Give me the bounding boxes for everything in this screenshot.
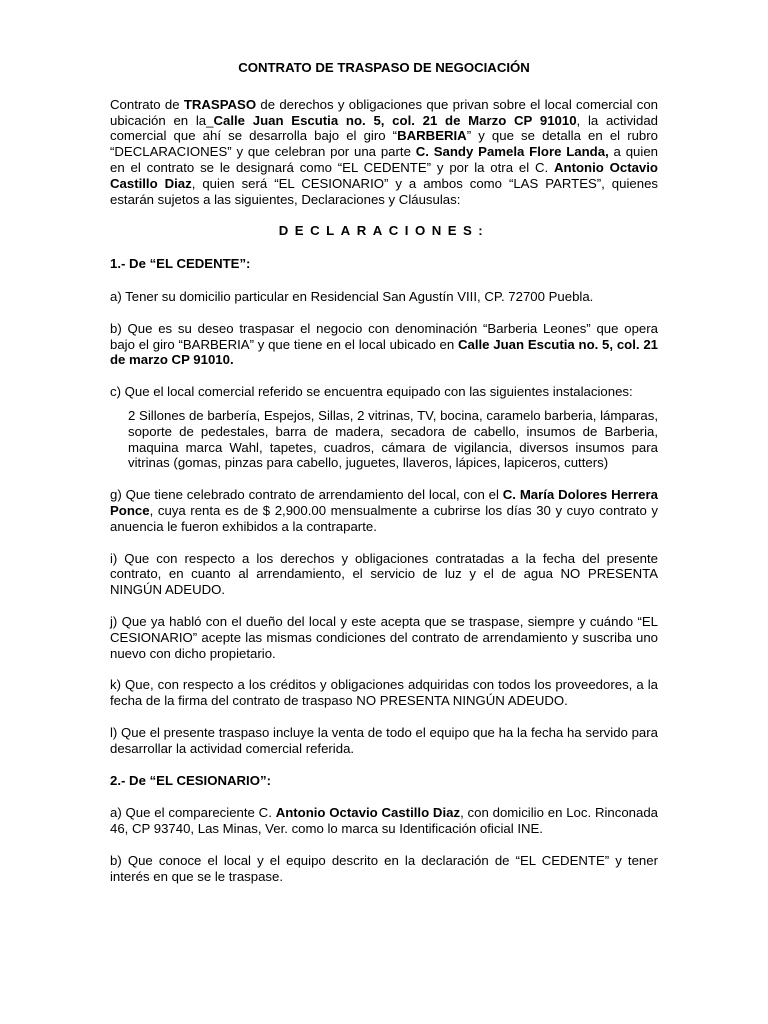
cedente-item-j: j) Que ya habló con el dueño del local y este acepta que se traspase, siempre y cuándo “EL CESIONARIO” acepte las mismas condiciones del contrato de arrendamiento y suscriba uno nuevo con dicho propietario. xyxy=(110,613,658,661)
cedente-item-g-text-1: g) Que tiene celebrado contrato de arrendamiento del local, con el xyxy=(110,487,503,503)
cedente-item-b xyxy=(110,321,658,368)
cesionario-heading: 2.- De “EL CESIONARIO”: xyxy=(110,772,271,788)
intro-text-6: , quien será “EL CESIONARIO” y a ambos como “LAS PARTES”, quienes estarán sujetos a las siguientes, Declaraciones y Cláusulas: xyxy=(110,175,658,207)
document-title: CONTRATO DE TRASPASO DE NEGOCIACIÓN xyxy=(238,60,530,75)
intro-text-2: de derechos y obligaciones que privan sobre el local comercial con ubicación en la_ xyxy=(110,96,658,128)
intro-bold-cesionario-name: Antonio Octavio Castillo Diaz xyxy=(110,159,658,191)
cedente-item-g xyxy=(110,487,658,534)
cedente-item-b-address: Calle Juan Escutia no. 5, col. 21 de marzo CP 91010. xyxy=(110,336,658,368)
intro-text-4: ” y que se detalla en el rubro “DECLARACIONES” y que celebran por una parte xyxy=(110,128,658,160)
intro-text-5: a quien en el contrato se le designará como “EL CEDENTE” y por la otra el C. xyxy=(110,144,658,175)
intro-bold-cedente-name: C. Sandy Pamela Flore Landa, xyxy=(415,144,609,160)
intro-bold-traspaso: TRASPASO xyxy=(183,96,257,112)
cedente-item-b-text: b) Que es su deseo traspasar el negocio con denominación “Barberia Leones” que opera bajo el giro “BARBERIA” y que tiene en el local ubicado en xyxy=(110,320,658,352)
cesionario-item-a-text-1: a) Que el compareciente C. xyxy=(110,805,276,821)
cedente-equipment-list: 2 Sillones de barbería, Espejos, Sillas, 2 vitrinas, TV, bocina, caramelo barberia, lámparas, soporte de pedestales, barra de madera, secadora de cabello, insumos de Barberia, maquina marca Wahl, tapetes, cuadros, cámara de vigilancia, diversos insumos para vitrinas (gomas, pinzas para cabello, juguetes, llaveros, lápices, lapiceros, cutters) xyxy=(128,407,658,471)
cesionario-item-a-text-2: , con domicilio en Loc. Rinconada 46, CP 93740, Las Minas, Ver. como lo marca su Identificación oficial INE. xyxy=(110,805,659,837)
cedente-heading: 1.- De “EL CEDENTE”: xyxy=(110,256,251,272)
cesionario-item-b: b) Que conoce el local y el equipo descrito en la declaración de “EL CEDENTE” y tener interés en que se le traspase. xyxy=(110,852,658,884)
cedente-item-l: l) Que el presente traspaso incluye la venta de todo el equipo que ha la fecha ha servido para desarrollar la actividad comercial referida. xyxy=(110,724,658,756)
intro-bold-giro: BARBERIA xyxy=(397,128,467,144)
cedente-item-a: a) Tener su domicilio particular en Residencial San Agustín VIII, CP. 72700 Puebla. xyxy=(110,288,594,304)
cedente-item-i: i) Que con respecto a los derechos y obligaciones contratadas a la fecha del presente contrato, en cuanto al arrendamiento, el servicio de luz y el de agua NO PRESENTA NINGÚN ADEUDO. xyxy=(110,550,658,598)
intro-text-3: , la actividad comercial que ahí se desarrolla bajo el giro “ xyxy=(110,112,658,144)
cesionario-item-a-name: Antonio Octavio Castillo Diaz xyxy=(275,805,461,821)
intro-bold-address: Calle Juan Escutia no. 5, col. 21 de Marzo CP 91010 xyxy=(213,112,577,128)
cedente-item-k: k) Que, con respecto a los créditos y obligaciones adquiridas con todos los proveedores, a la fecha de la firma del contrato de traspaso NO PRESENTA NINGÚN ADEUDO. xyxy=(110,677,658,709)
cesionario-item-a xyxy=(110,805,658,837)
cedente-item-c: c) Que el local comercial referido se encuentra equipado con las siguientes instalaciones: xyxy=(110,384,633,400)
cedente-item-g-text-2: , cuya renta es de $ 2,900.00 mensualmente a cubrirse los días 30 y cuyo contrato y anuencia le fueron exhibidos a la contraparte. xyxy=(110,502,658,534)
intro-text-1: Contrato de xyxy=(110,96,184,112)
declaraciones-heading: DECLARACIONES: xyxy=(278,223,490,239)
cedente-item-g-landlord: C. María Dolores Herrera Ponce xyxy=(110,487,658,518)
intro-paragraph xyxy=(110,97,658,208)
contract-page xyxy=(110,60,658,900)
